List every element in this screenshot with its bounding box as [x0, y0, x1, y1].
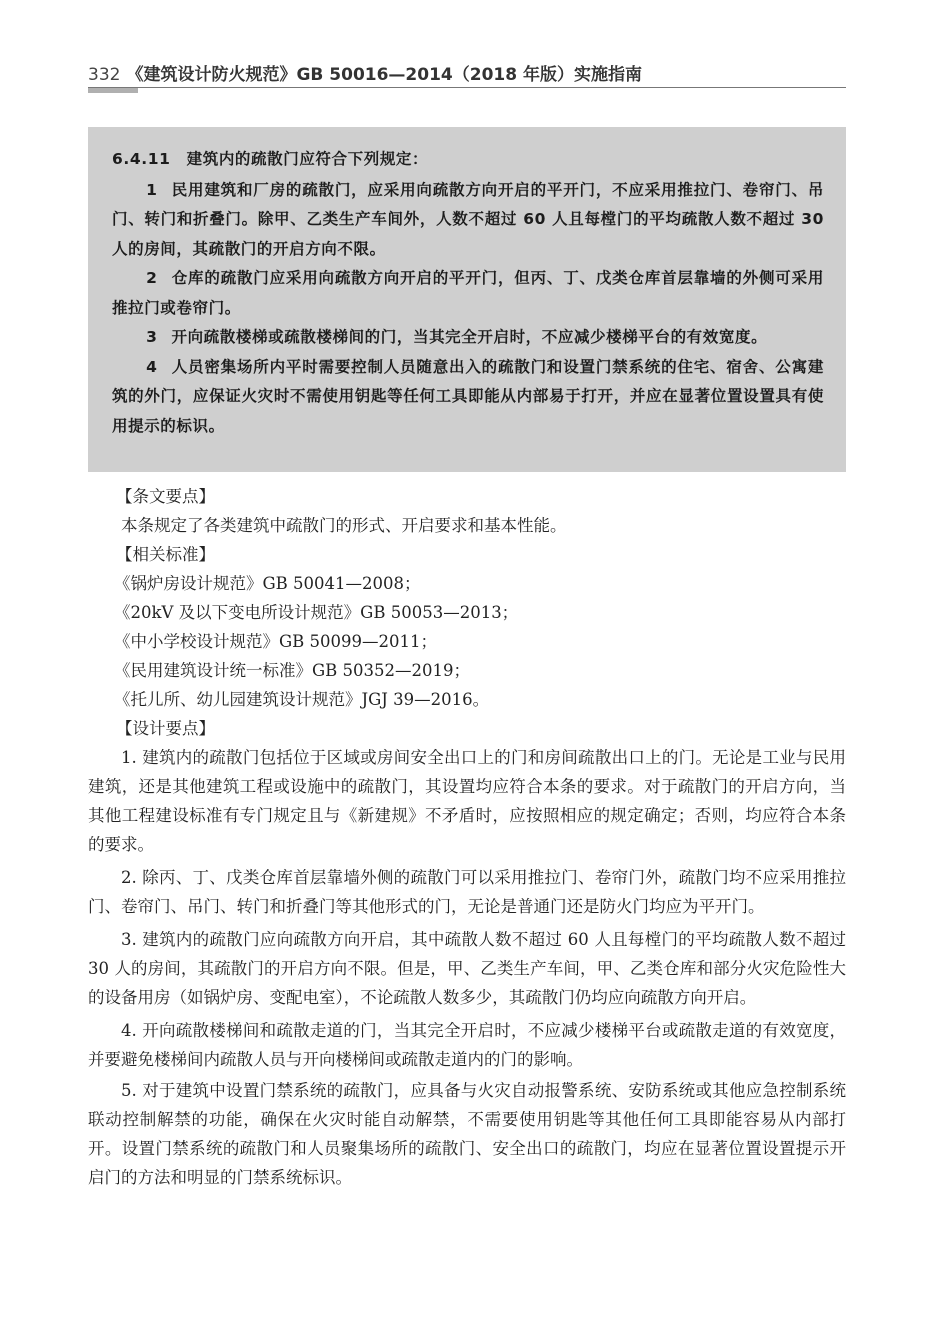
clause-item-text: 民用建筑和厂房的疏散门，应采用向疏散方向开启的平开门，不应采用推拉门、卷帘门、吊门、转门和折叠门。除甲、乙类生产车间外，人数不超过 60 人且每樘门的平均疏散人数不超过 30 人的房间，其疏散门的开启方向不限。 [112, 180, 824, 258]
clause-item-number: 1 [146, 180, 158, 199]
clause-item [112, 353, 824, 442]
clause-item [112, 323, 824, 353]
design-point-paragraph: 4. 开向疏散楼梯间和疏散走道的门，当其完全开启时，不应减少楼梯平台或疏散走道的有效宽度，并要避免楼梯间内疏散人员与开向楼梯间或疏散走道内的门的影响。 [88, 1021, 846, 1069]
design-point-paragraph: 5. 对于建筑中设置门禁系统的疏散门，应具备与火灾自动报警系统、安防系统或其他应急控制系统联动控制解禁的功能，确保在火灾时能自动解禁，不需要使用钥匙等其他任何工具即能容易从内部打开。设置门禁系统的疏散门和人员聚集场所的疏散门、安全出口的疏散门，均应在显著位置设置提示开启门的方法和明显的门禁系统标识。 [88, 1081, 846, 1187]
running-header [88, 60, 846, 85]
design-point-paragraph: 2. 除丙、丁、戊类仓库首层靠墙外侧的疏散门可以采用推拉门、卷帘门外，疏散门均不应采用推拉门、卷帘门、吊门、转门和折叠门等其他形式的门，无论是普通门还是防火门均应为平开门。 [88, 868, 846, 916]
clause-item [112, 264, 824, 323]
book-title: 《建筑设计防火规范》GB 50016—2014（2018 年版）实施指南 [126, 65, 642, 85]
clause-item-text: 开向疏散楼梯或疏散楼梯间的门，当其完全开启时，不应减少楼梯平台的有效宽度。 [171, 328, 768, 346]
standard-reference: 《民用建筑设计统一标准》GB 50352—2019； [114, 661, 471, 680]
clause-box [88, 127, 846, 472]
section-heading-key-points: 【条文要点】 [116, 487, 215, 506]
header-accent-bar [88, 88, 138, 93]
design-point-paragraph: 1. 建筑内的疏散门包括位于区域或房间安全出口上的门和房间疏散出口上的门。无论是工业与民用建筑，还是其他建筑工程或设施中的疏散门，其设置均应符合本条的要求。对于疏散门的开启方向，当其他工程建设标准有专门规定且与《新建规》不矛盾时，应按照相应的规定确定；否则，均应符合本条的要求。 [88, 748, 846, 854]
standard-reference: 《托儿所、幼儿园建筑设计规范》JGJ 39—2016。 [114, 690, 490, 709]
design-point-paragraph: 3. 建筑内的疏散门应向疏散方向开启，其中疏散人数不超过 60 人且每樘门的平均疏散人数不超过 30 人的房间，其疏散门的开启方向不限。但是，甲、乙类生产车间，甲、乙类仓库和部分火灾危险性大的设备用房（如锅炉房、变配电室），不论疏散人数多少，其疏散门仍均应向疏散方向开启。 [88, 930, 846, 1007]
clause-item-number: 3 [146, 328, 158, 346]
clause-item-number: 2 [146, 269, 158, 287]
standard-reference: 《锅炉房设计规范》GB 50041—2008； [114, 574, 421, 593]
section-heading-related-standards: 【相关标准】 [116, 545, 215, 564]
clause-item-number: 4 [146, 357, 158, 376]
commentary [88, 482, 846, 1194]
clause-item-text: 仓库的疏散门应采用向疏散方向开启的平开门，但丙、丁、戊类仓库首层靠墙的外侧可采用推拉门或卷帘门。 [112, 269, 824, 317]
clause-item [112, 176, 824, 265]
page-number: 332 [88, 65, 121, 85]
section-heading-design-points: 【设计要点】 [116, 719, 215, 738]
header-divider [88, 87, 846, 88]
standard-reference: 《20kV 及以下变电所设计规范》GB 50053—2013； [114, 603, 519, 622]
clause-item-text: 人员密集场所内平时需要控制人员随意出入的疏散门和设置门禁系统的住宅、宿舍、公寓建筑的外门，应保证火灾时不需使用钥匙等任何工具即能从内部易于打开，并应在显著位置设置具有使用提示的标识。 [112, 357, 824, 435]
clause-title: 6.4.11 建筑内的疏散门应符合下列规定： [112, 150, 429, 168]
standard-reference: 《中小学校设计规范》GB 50099—2011； [114, 632, 438, 651]
key-points-text: 本条规定了各类建筑中疏散门的形式、开启要求和基本性能。 [121, 516, 567, 535]
